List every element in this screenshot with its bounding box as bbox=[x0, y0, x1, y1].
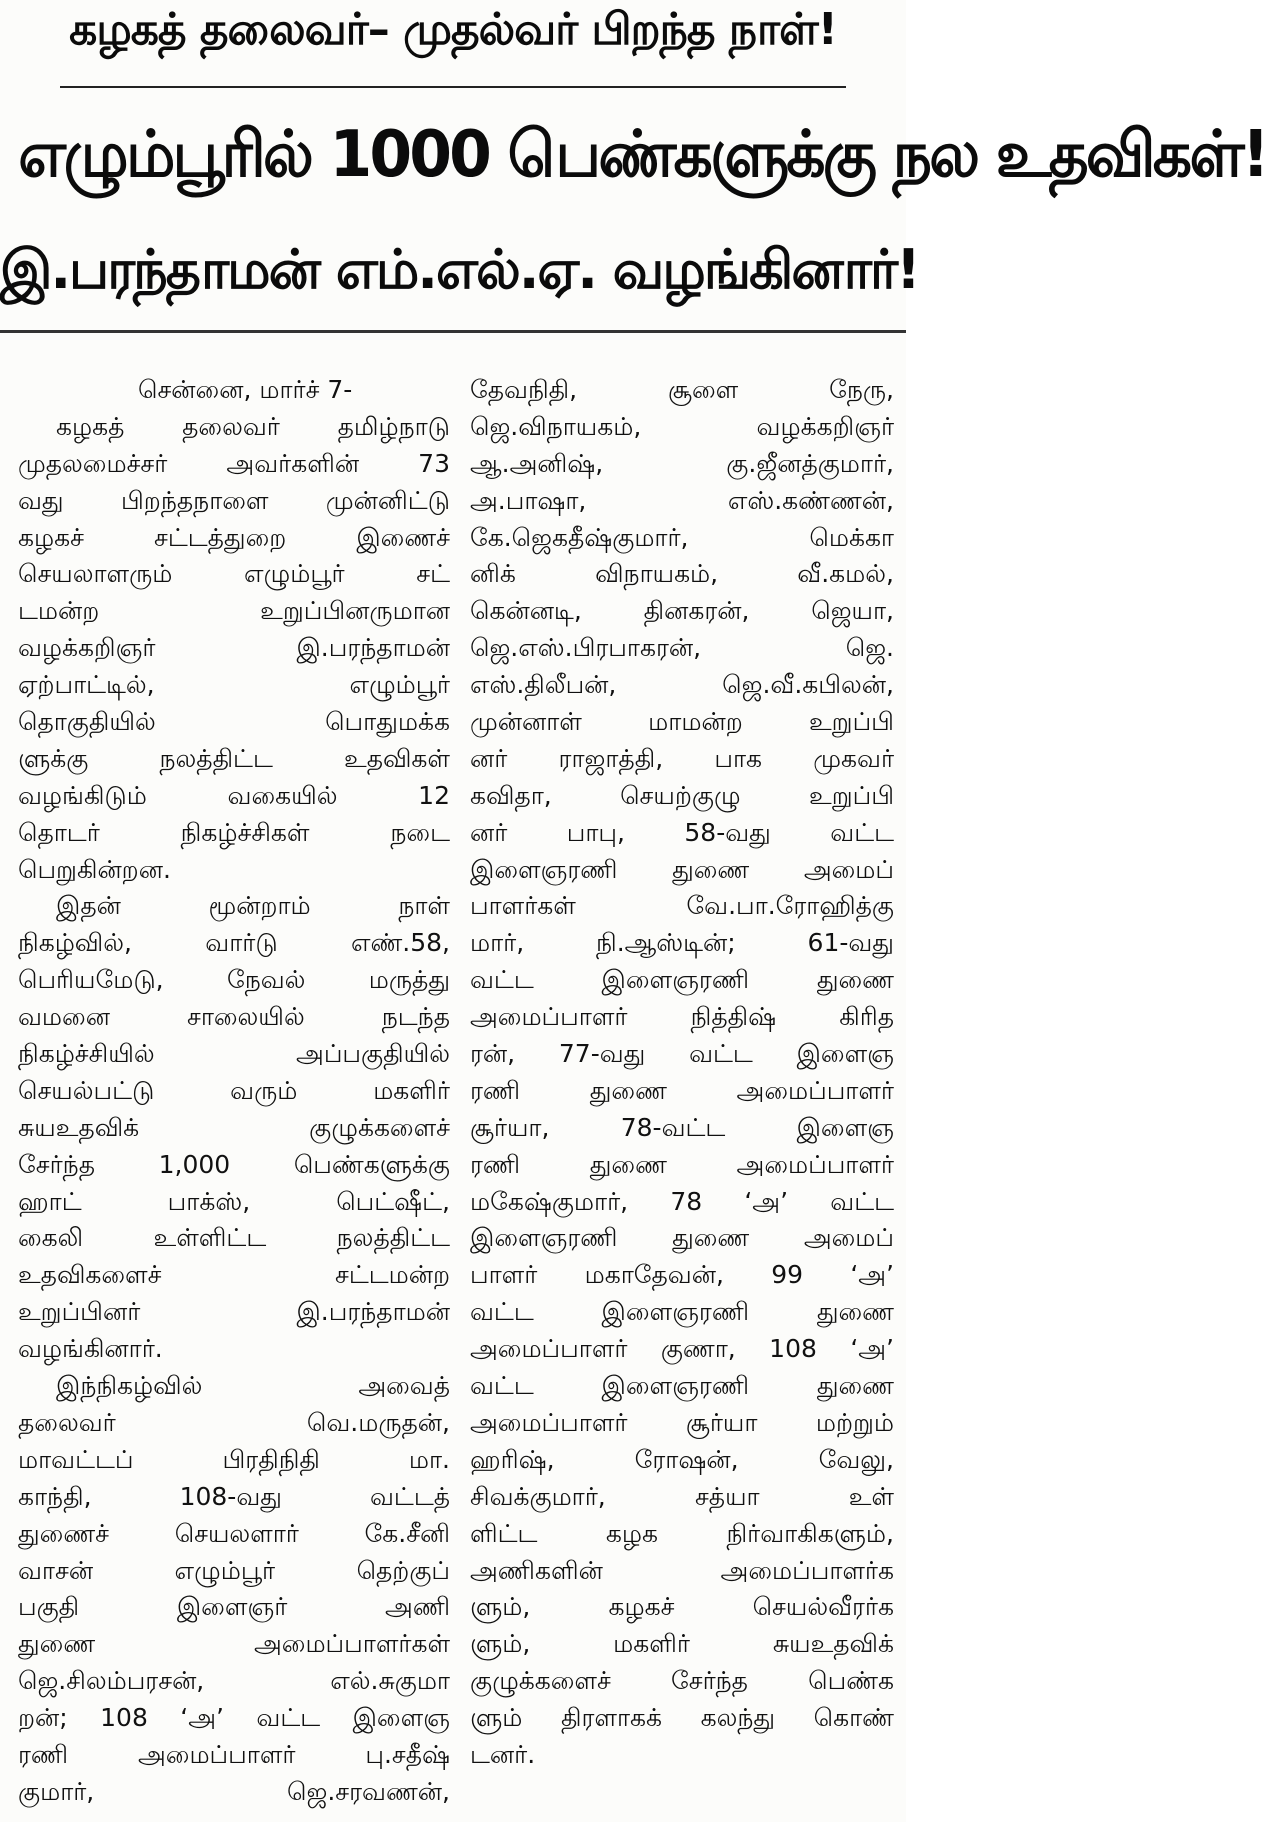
kicker-rule bbox=[60, 86, 846, 88]
article-line: வழங்கினார். bbox=[18, 1334, 163, 1364]
article-line: தொகுதியில் பொதுமக்க bbox=[18, 707, 450, 737]
article-line: ளும், கழகச் செயல்வீரர்க bbox=[470, 1592, 894, 1622]
article-line: குமார், ஜெ.சரவணன், bbox=[18, 1776, 450, 1806]
main-headline: எழும்பூரில் 1000 பெண்களுக்கு நல உதவிகள்! bbox=[18, 118, 1267, 192]
article-line: அ.பாஷா, எஸ்.கண்ணன், bbox=[470, 485, 894, 515]
article-line: ரணி அமைப்பாளர் பு.சதீஷ் bbox=[18, 1739, 450, 1769]
article-line: வமனை சாலையில் நடந்த bbox=[18, 1002, 450, 1032]
article-line: ரணி துணை அமைப்பாளர் bbox=[470, 1149, 894, 1179]
article-line: குழுக்களைச் சேர்ந்த பெண்க bbox=[470, 1666, 894, 1696]
article-line: நிகழ்ச்சியில் அப்பகுதியில் bbox=[18, 1039, 450, 1069]
article-line: அமைப்பாளர் நித்திஷ் கிரித bbox=[470, 1002, 894, 1032]
article-line: கழகத் தலைவர் தமிழ்நாடு bbox=[56, 411, 450, 441]
article-line: தொடர் நிகழ்ச்சிகள் நடை bbox=[18, 817, 450, 847]
article-line: பாளர் மகாதேவன், 99 ‘அ’ bbox=[470, 1260, 894, 1290]
article-line: மகேஷ்குமார், 78 ‘அ’ வட்ட bbox=[470, 1186, 894, 1216]
article-line: கென்னடி, தினகரன், ஜெயா, bbox=[470, 596, 894, 626]
sub-headline: இ.பரந்தாமன் எம்.எல்.ஏ. வழங்கினார்! bbox=[0, 238, 919, 301]
article-line: ஹரிஷ், ரோஷன், வேலு, bbox=[470, 1444, 894, 1474]
article-line: சிவக்குமார், சத்யா உள் bbox=[470, 1481, 894, 1511]
article-line: ளுக்கு நலத்திட்ட உதவிகள் bbox=[18, 743, 450, 773]
article-line: சூர்யா, 78-வட்ட இளைஞ bbox=[470, 1112, 894, 1142]
article-line: டமன்ற உறுப்பினருமான bbox=[18, 596, 450, 626]
article-line: இளைஞரணி துணை அமைப் bbox=[470, 1223, 894, 1253]
article-line: தலைவர் வெ.மருதன், bbox=[18, 1407, 450, 1437]
article-line: றன்; 108 ‘அ’ வட்ட இளைஞ bbox=[18, 1703, 450, 1733]
article-line: வது பிறந்தநாளை முன்னிட்டு bbox=[18, 485, 450, 515]
article-line: கழகச் சட்டத்துறை இணைச் bbox=[18, 522, 450, 552]
article-line: பெறுகின்றன. bbox=[18, 854, 171, 884]
article-line: வழங்கிடும் வகையில் 12 bbox=[18, 780, 450, 810]
article-line: ஜெ.சிலம்பரசன், எல்.சுகுமா bbox=[18, 1666, 450, 1696]
article-line: மார், நி.ஆஸ்டின்; 61-வது bbox=[470, 928, 894, 958]
article-line: ளும், மகளிர் சுயஉதவிக் bbox=[470, 1629, 894, 1659]
article-line: னர் ராஜாத்தி, பாக முகவர் bbox=[470, 743, 894, 773]
kicker-headline: கழகத் தலைவர்– முதல்வர் பிறந்த நாள்! bbox=[69, 4, 837, 55]
article-line: அமைப்பாளர் சூர்யா மற்றும் bbox=[470, 1407, 894, 1437]
article-line: இந்நிகழ்வில் அவைத் bbox=[56, 1371, 450, 1401]
article-line: ஜெ.விநாயகம், வழக்கறிஞர் bbox=[470, 411, 894, 441]
article-line: னர் பாபு, 58-வது வட்ட bbox=[470, 817, 894, 847]
article-line: கே.ஜெகதீஷ்குமார், மெக்கா bbox=[470, 522, 894, 552]
article-line: சேர்ந்த 1,000 பெண்களுக்கு bbox=[18, 1149, 450, 1179]
article-line: ஹாட் பாக்ஸ், பெட்ஷீட், bbox=[18, 1186, 450, 1216]
article-line: துணை அமைப்பாளர்கள் bbox=[18, 1629, 450, 1659]
article-line: துணைச் செயலளார் கே.சீனி bbox=[18, 1518, 450, 1548]
article-line: வட்ட இளைஞரணி துணை bbox=[470, 1371, 894, 1401]
article-line: உறுப்பினர் இ.பரந்தாமன் bbox=[18, 1297, 450, 1327]
article-line: தேவநிதி, சூளை நேரு, bbox=[470, 375, 894, 404]
article-line: வாசன் எழும்பூர் தெற்குப் bbox=[18, 1555, 450, 1585]
article-line: ளும் திரளாகக் கலந்து கொண் bbox=[470, 1703, 894, 1733]
article-line: கைலி உள்ளிட்ட நலத்திட்ட bbox=[18, 1223, 450, 1253]
article-line: மாவட்டப் பிரதிநிதி மா. bbox=[18, 1444, 450, 1474]
article-line: முதலமைச்சர் அவர்களின் 73 bbox=[18, 448, 450, 478]
article-line: வட்ட இளைஞரணி துணை bbox=[470, 965, 894, 995]
article-column-left bbox=[18, 372, 450, 1811]
article-line: ஜெ.எஸ்.பிரபாகரன், ஜெ. bbox=[470, 633, 894, 663]
article-line: சுயஉதவிக் குழுக்களைச் bbox=[18, 1112, 450, 1142]
article-line: வட்ட இளைஞரணி துணை bbox=[470, 1297, 894, 1327]
article-line: டனர். bbox=[470, 1739, 536, 1769]
article-line: அணிகளின் அமைப்பாளர்க bbox=[470, 1555, 894, 1585]
article-line: பாளர்கள் வே.பா.ரோஹித்கு bbox=[470, 891, 894, 921]
article-line: வழக்கறிஞர் இ.பரந்தாமன் bbox=[18, 633, 450, 663]
article-line: இதன் மூன்றாம் நாள் bbox=[56, 891, 450, 921]
article-line: உதவிகளைச் சட்டமன்ற bbox=[18, 1260, 450, 1290]
article-line: காந்தி, 108-வது வட்டத் bbox=[18, 1481, 450, 1511]
article-line: ஆ.அனிஷ், கு.ஜீனத்குமார், bbox=[470, 448, 894, 478]
article-line: ஏற்பாட்டில், எழும்பூர் bbox=[18, 670, 450, 700]
article-line: கவிதா, செயற்குழு உறுப்பி bbox=[470, 780, 894, 810]
article-line: முன்னாள் மாமன்ற உறுப்பி bbox=[470, 707, 894, 737]
article-line: இளைஞரணி துணை அமைப் bbox=[470, 854, 894, 884]
article-line: ரன், 77-வது வட்ட இளைஞ bbox=[470, 1039, 894, 1069]
article-line: பகுதி இளைஞர் அணி bbox=[18, 1592, 450, 1622]
article-column-right bbox=[470, 372, 894, 1774]
article-line: ளிட்ட கழக நிர்வாகிகளும், bbox=[470, 1518, 894, 1548]
article-line: சென்னை, மார்ச் 7- bbox=[138, 375, 353, 404]
article-line: செயல்பட்டு வரும் மகளிர் bbox=[18, 1075, 450, 1105]
article-line: எஸ்.திலீபன், ஜெ.வீ.கபிலன், bbox=[470, 670, 894, 700]
article-line: நிகழ்வில், வார்டு எண்.58, bbox=[18, 928, 450, 958]
article-line: அமைப்பாளர் குணா, 108 ‘அ’ bbox=[470, 1334, 894, 1364]
article-line: பெரியமேடு, நேவல் மருத்து bbox=[18, 965, 450, 995]
article-line: ரணி துணை அமைப்பாளர் bbox=[470, 1075, 894, 1105]
article-line: செயலாளரும் எழும்பூர் சட் bbox=[18, 559, 450, 589]
article-line: னிக் விநாயகம், வீ.கமல், bbox=[470, 559, 894, 589]
headline-divider bbox=[0, 330, 906, 333]
